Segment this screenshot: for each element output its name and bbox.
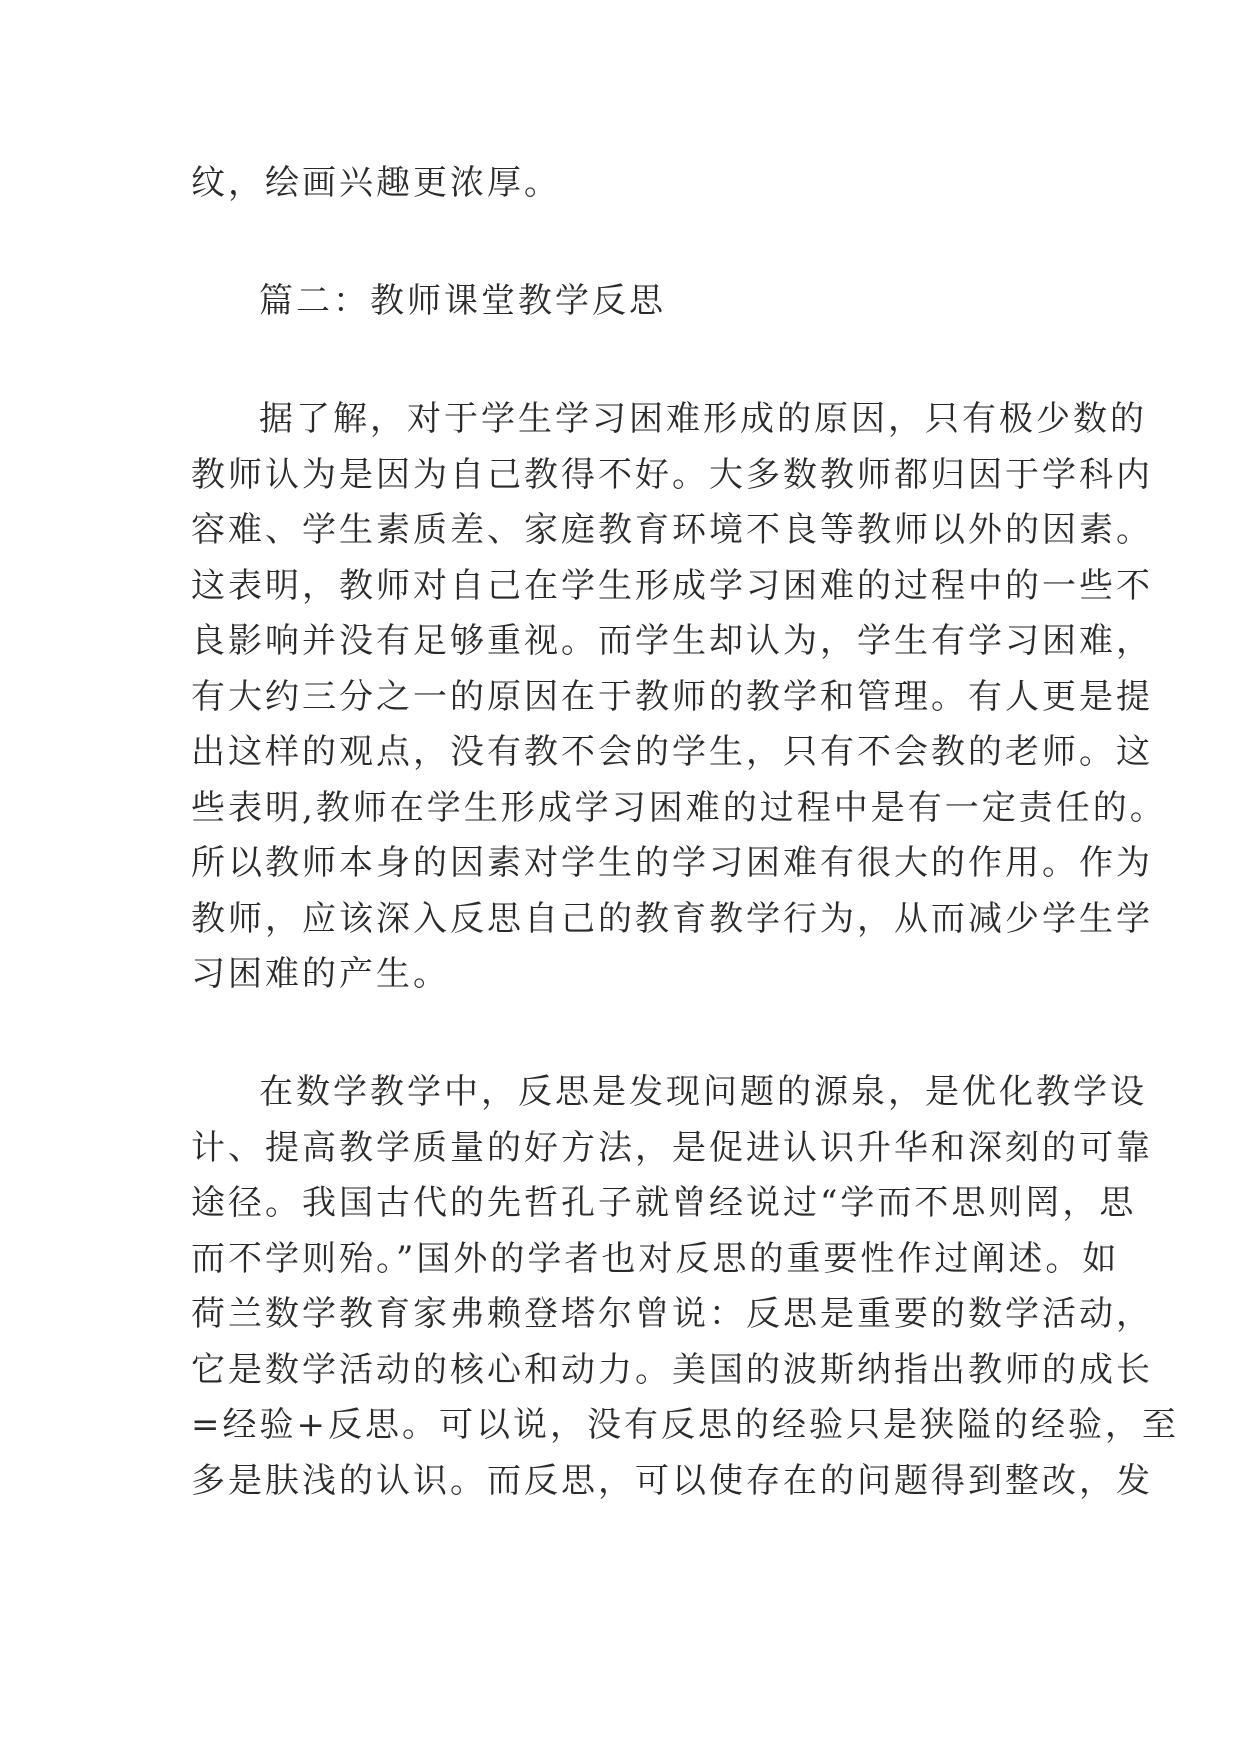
text-line: 途径。我国古代的先哲孔子就曾经说过“学而不思则罔，思 (191, 1183, 1137, 1223)
section-heading (191, 274, 1047, 330)
paragraph-reflection-in-math (191, 1065, 1179, 1509)
text-line: 多是肤浅的认识。而反思，可以使存在的问题得到整改，发 (191, 1460, 1153, 1501)
paragraph-learning-difficulties (191, 392, 1167, 1003)
section-heading-text: 篇二：教师课堂教学反思 (259, 281, 666, 321)
text-line: 出这样的观点，没有教不会的学生，只有不会教的老师。这 (191, 732, 1153, 772)
text-line: 教师认为是因为自己教得不好。大多数教师都归因于学科内 (191, 454, 1153, 495)
text-line: 在数学教学中，反思是发现问题的源泉，是优化教学设 (259, 1072, 1147, 1112)
text-line: 些表明,教师在学生形成学习困难的过程中是有一定责任的。 (191, 787, 1167, 828)
paragraph-continued (191, 156, 1047, 212)
text-line: 良影响并没有足够重视。而学生却认为，学生有学习困难， (191, 621, 1153, 661)
text-line: =经验+反思。可以说，没有反思的经验只是狭隘的经验，至 (191, 1405, 1179, 1445)
text-line: 容难、学生素质差、家庭教育环境不良等教师以外的因素。 (191, 510, 1153, 550)
text-line: 这表明，教师对自己在学生形成学习困难的过程中的一些不 (191, 565, 1153, 606)
text-line: 教师，应该深入反思自己的教育教学行为，从而减少学生学 (191, 898, 1153, 939)
text-line: 计、提高教学质量的好方法，是促进认识升华和深刻的可靠 (191, 1127, 1153, 1168)
text-line: 纹，绘画兴趣更浓厚。 (191, 163, 561, 203)
text-line: 所以教师本身的因素对学生的学习困难有很大的作用。作为 (191, 843, 1153, 883)
text-line: 而不学则殆。”国外的学者也对反思的重要性作过阐述。如 (191, 1238, 1120, 1279)
text-line: 据了解，对于学生学习困难形成的原因，只有极少数的 (259, 399, 1147, 439)
text-line: 荷兰数学教育家弗赖登塔尔曾说：反思是重要的数学活动， (191, 1294, 1153, 1334)
text-line: 有大约三分之一的原因在于教师的教学和管理。有人更是提 (191, 676, 1153, 717)
text-line: 它是数学活动的核心和动力。美国的波斯纳指出教师的成长 (191, 1349, 1153, 1390)
text-line: 习困难的产生。 (191, 954, 450, 994)
